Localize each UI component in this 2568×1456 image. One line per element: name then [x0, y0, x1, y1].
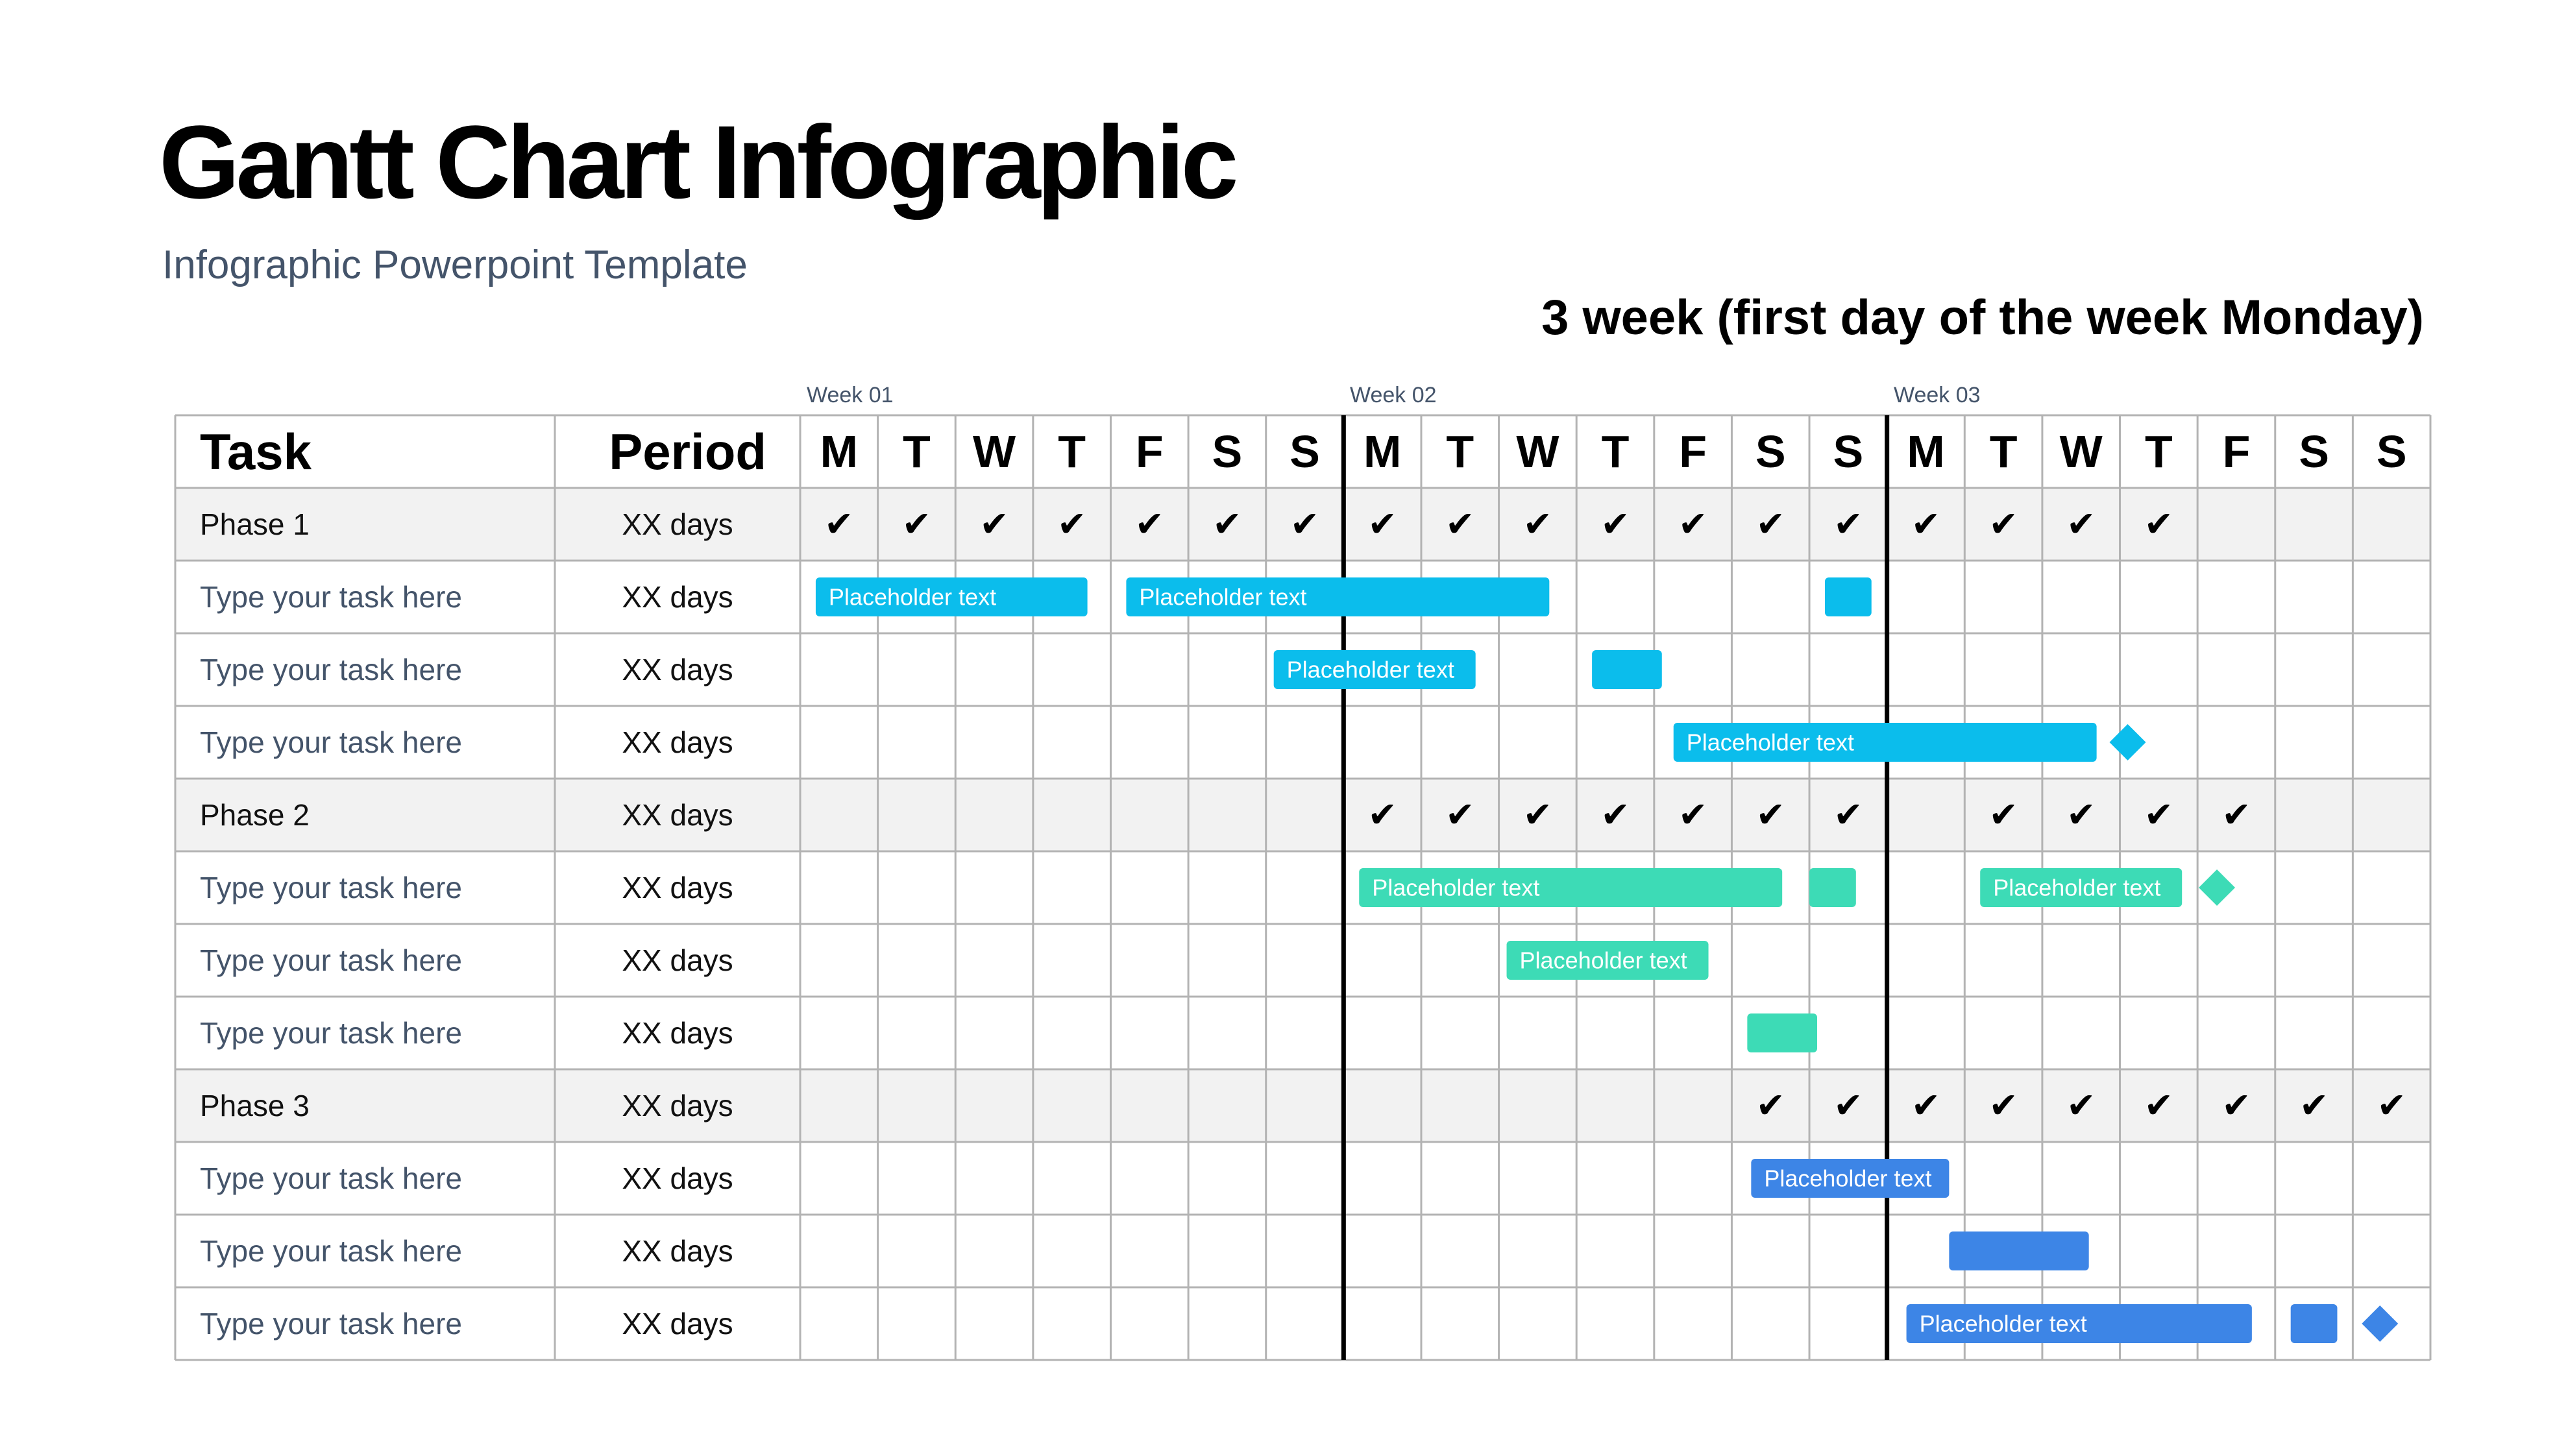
check-mark: ✔	[2221, 1086, 2251, 1125]
task-bar	[1592, 650, 1662, 689]
check-mark: ✔	[1212, 505, 1242, 544]
header-day: T	[1058, 426, 1086, 477]
check-mark: ✔	[1755, 1086, 1785, 1125]
check-mark: ✔	[1833, 795, 1863, 834]
task-label: Type your task here	[200, 653, 462, 686]
task-bar-label: Placeholder text	[1764, 1165, 1932, 1192]
task-bar	[1949, 1232, 2088, 1270]
period-label: XX days	[622, 871, 733, 904]
task-label: Type your task here	[200, 1307, 462, 1341]
check-mark: ✔	[1911, 1086, 1941, 1125]
period-label: XX days	[622, 653, 733, 686]
check-mark: ✔	[1600, 505, 1630, 544]
period-label: XX days	[622, 1089, 733, 1122]
task-bar	[1825, 577, 1872, 616]
header-day: S	[1755, 426, 1786, 477]
check-mark: ✔	[2144, 1086, 2173, 1125]
header-day: S	[1212, 426, 1243, 477]
task-bar-label: Placeholder text	[828, 583, 997, 611]
check-mark: ✔	[1522, 505, 1553, 544]
task-label: Type your task here	[200, 1161, 462, 1195]
check-mark: ✔	[2299, 1086, 2329, 1125]
header-day: F	[1679, 426, 1707, 477]
check-mark: ✔	[2066, 795, 2096, 834]
check-mark: ✔	[1988, 1086, 2018, 1125]
check-mark: ✔	[2144, 795, 2173, 834]
task-bar	[1747, 1013, 1817, 1052]
task-bar	[1809, 868, 1856, 907]
check-mark: ✔	[1057, 505, 1087, 544]
period-label: XX days	[622, 943, 733, 977]
period-label: XX days	[622, 1234, 733, 1268]
task-label: Type your task here	[200, 943, 462, 977]
week-label-02: Week 02	[1350, 383, 1437, 407]
check-mark: ✔	[824, 505, 854, 544]
check-mark: ✔	[1833, 505, 1863, 544]
check-mark: ✔	[1911, 505, 1941, 544]
header-day: S	[2376, 426, 2407, 477]
header-day: S	[1833, 426, 1864, 477]
period-label: XX days	[622, 1016, 733, 1050]
check-mark: ✔	[2221, 795, 2251, 834]
header-day: T	[1446, 426, 1474, 477]
header-day: T	[903, 426, 931, 477]
week-label-01: Week 01	[807, 383, 894, 407]
header-day: S	[1290, 426, 1320, 477]
page-subtitle: Infographic Powerpoint Template	[162, 243, 748, 287]
task-label: Type your task here	[200, 871, 462, 904]
phase-label: Phase 2	[200, 798, 310, 832]
check-mark: ✔	[2066, 505, 2096, 544]
milestone-diamond	[2199, 869, 2235, 906]
period-label: XX days	[622, 798, 733, 832]
check-mark: ✔	[1134, 505, 1164, 544]
check-mark: ✔	[1988, 795, 2018, 834]
check-mark: ✔	[1678, 795, 1708, 834]
header-period: Period	[609, 423, 766, 480]
check-mark: ✔	[1367, 795, 1397, 834]
task-label: Type your task here	[200, 725, 462, 759]
task-label: Type your task here	[200, 1016, 462, 1050]
check-mark: ✔	[1755, 795, 1785, 834]
milestone-diamond	[2362, 1305, 2398, 1342]
check-mark: ✔	[1367, 505, 1397, 544]
check-mark: ✔	[1290, 505, 1320, 544]
period-label: XX days	[622, 1307, 733, 1341]
check-mark: ✔	[1445, 795, 1475, 834]
check-mark: ✔	[2066, 1086, 2096, 1125]
page-title: Gantt Chart Infographic	[159, 104, 1235, 220]
task-bar-label: Placeholder text	[1686, 729, 1854, 756]
schedule-heading: 3 week (first day of the week Monday)	[1541, 290, 2424, 345]
header-day: M	[1363, 426, 1402, 477]
header-day: W	[1516, 426, 1559, 477]
check-mark: ✔	[1600, 795, 1630, 834]
check-mark: ✔	[2377, 1086, 2406, 1125]
header-day: F	[2222, 426, 2251, 477]
period-label: XX days	[622, 507, 733, 541]
check-mark: ✔	[1445, 505, 1475, 544]
period-label: XX days	[622, 1161, 733, 1195]
task-bar	[2291, 1304, 2338, 1343]
header-day: T	[1989, 426, 2018, 477]
task-bar-label: Placeholder text	[1139, 583, 1307, 611]
week-label-03: Week 03	[1894, 383, 1981, 407]
header-task: Task	[200, 423, 312, 480]
milestone-diamond	[2109, 724, 2146, 760]
check-mark: ✔	[1678, 505, 1708, 544]
check-mark: ✔	[1833, 1086, 1863, 1125]
period-label: XX days	[622, 580, 733, 614]
phase-label: Phase 3	[200, 1089, 310, 1122]
check-mark: ✔	[2144, 505, 2173, 544]
task-label: Type your task here	[200, 580, 462, 614]
task-bar-label: Placeholder text	[1286, 656, 1454, 683]
phase-label: Phase 1	[200, 507, 310, 541]
header-day: M	[1907, 426, 1945, 477]
task-bar-label: Placeholder text	[1372, 874, 1540, 901]
check-mark: ✔	[1755, 505, 1785, 544]
check-mark: ✔	[901, 505, 932, 544]
task-bar-label: Placeholder text	[1519, 947, 1687, 974]
check-mark: ✔	[1988, 505, 2018, 544]
task-bar-label: Placeholder text	[1919, 1310, 2087, 1337]
header-day: W	[973, 426, 1016, 477]
header-day: W	[2059, 426, 2103, 477]
task-label: Type your task here	[200, 1234, 462, 1268]
header-day: T	[2144, 426, 2173, 477]
check-mark: ✔	[1522, 795, 1553, 834]
check-mark: ✔	[979, 505, 1009, 544]
header-day: F	[1135, 426, 1164, 477]
period-label: XX days	[622, 725, 733, 759]
task-bar-label: Placeholder text	[1993, 874, 2161, 901]
header-day: S	[2299, 426, 2329, 477]
header-day: M	[820, 426, 858, 477]
header-day: T	[1601, 426, 1630, 477]
